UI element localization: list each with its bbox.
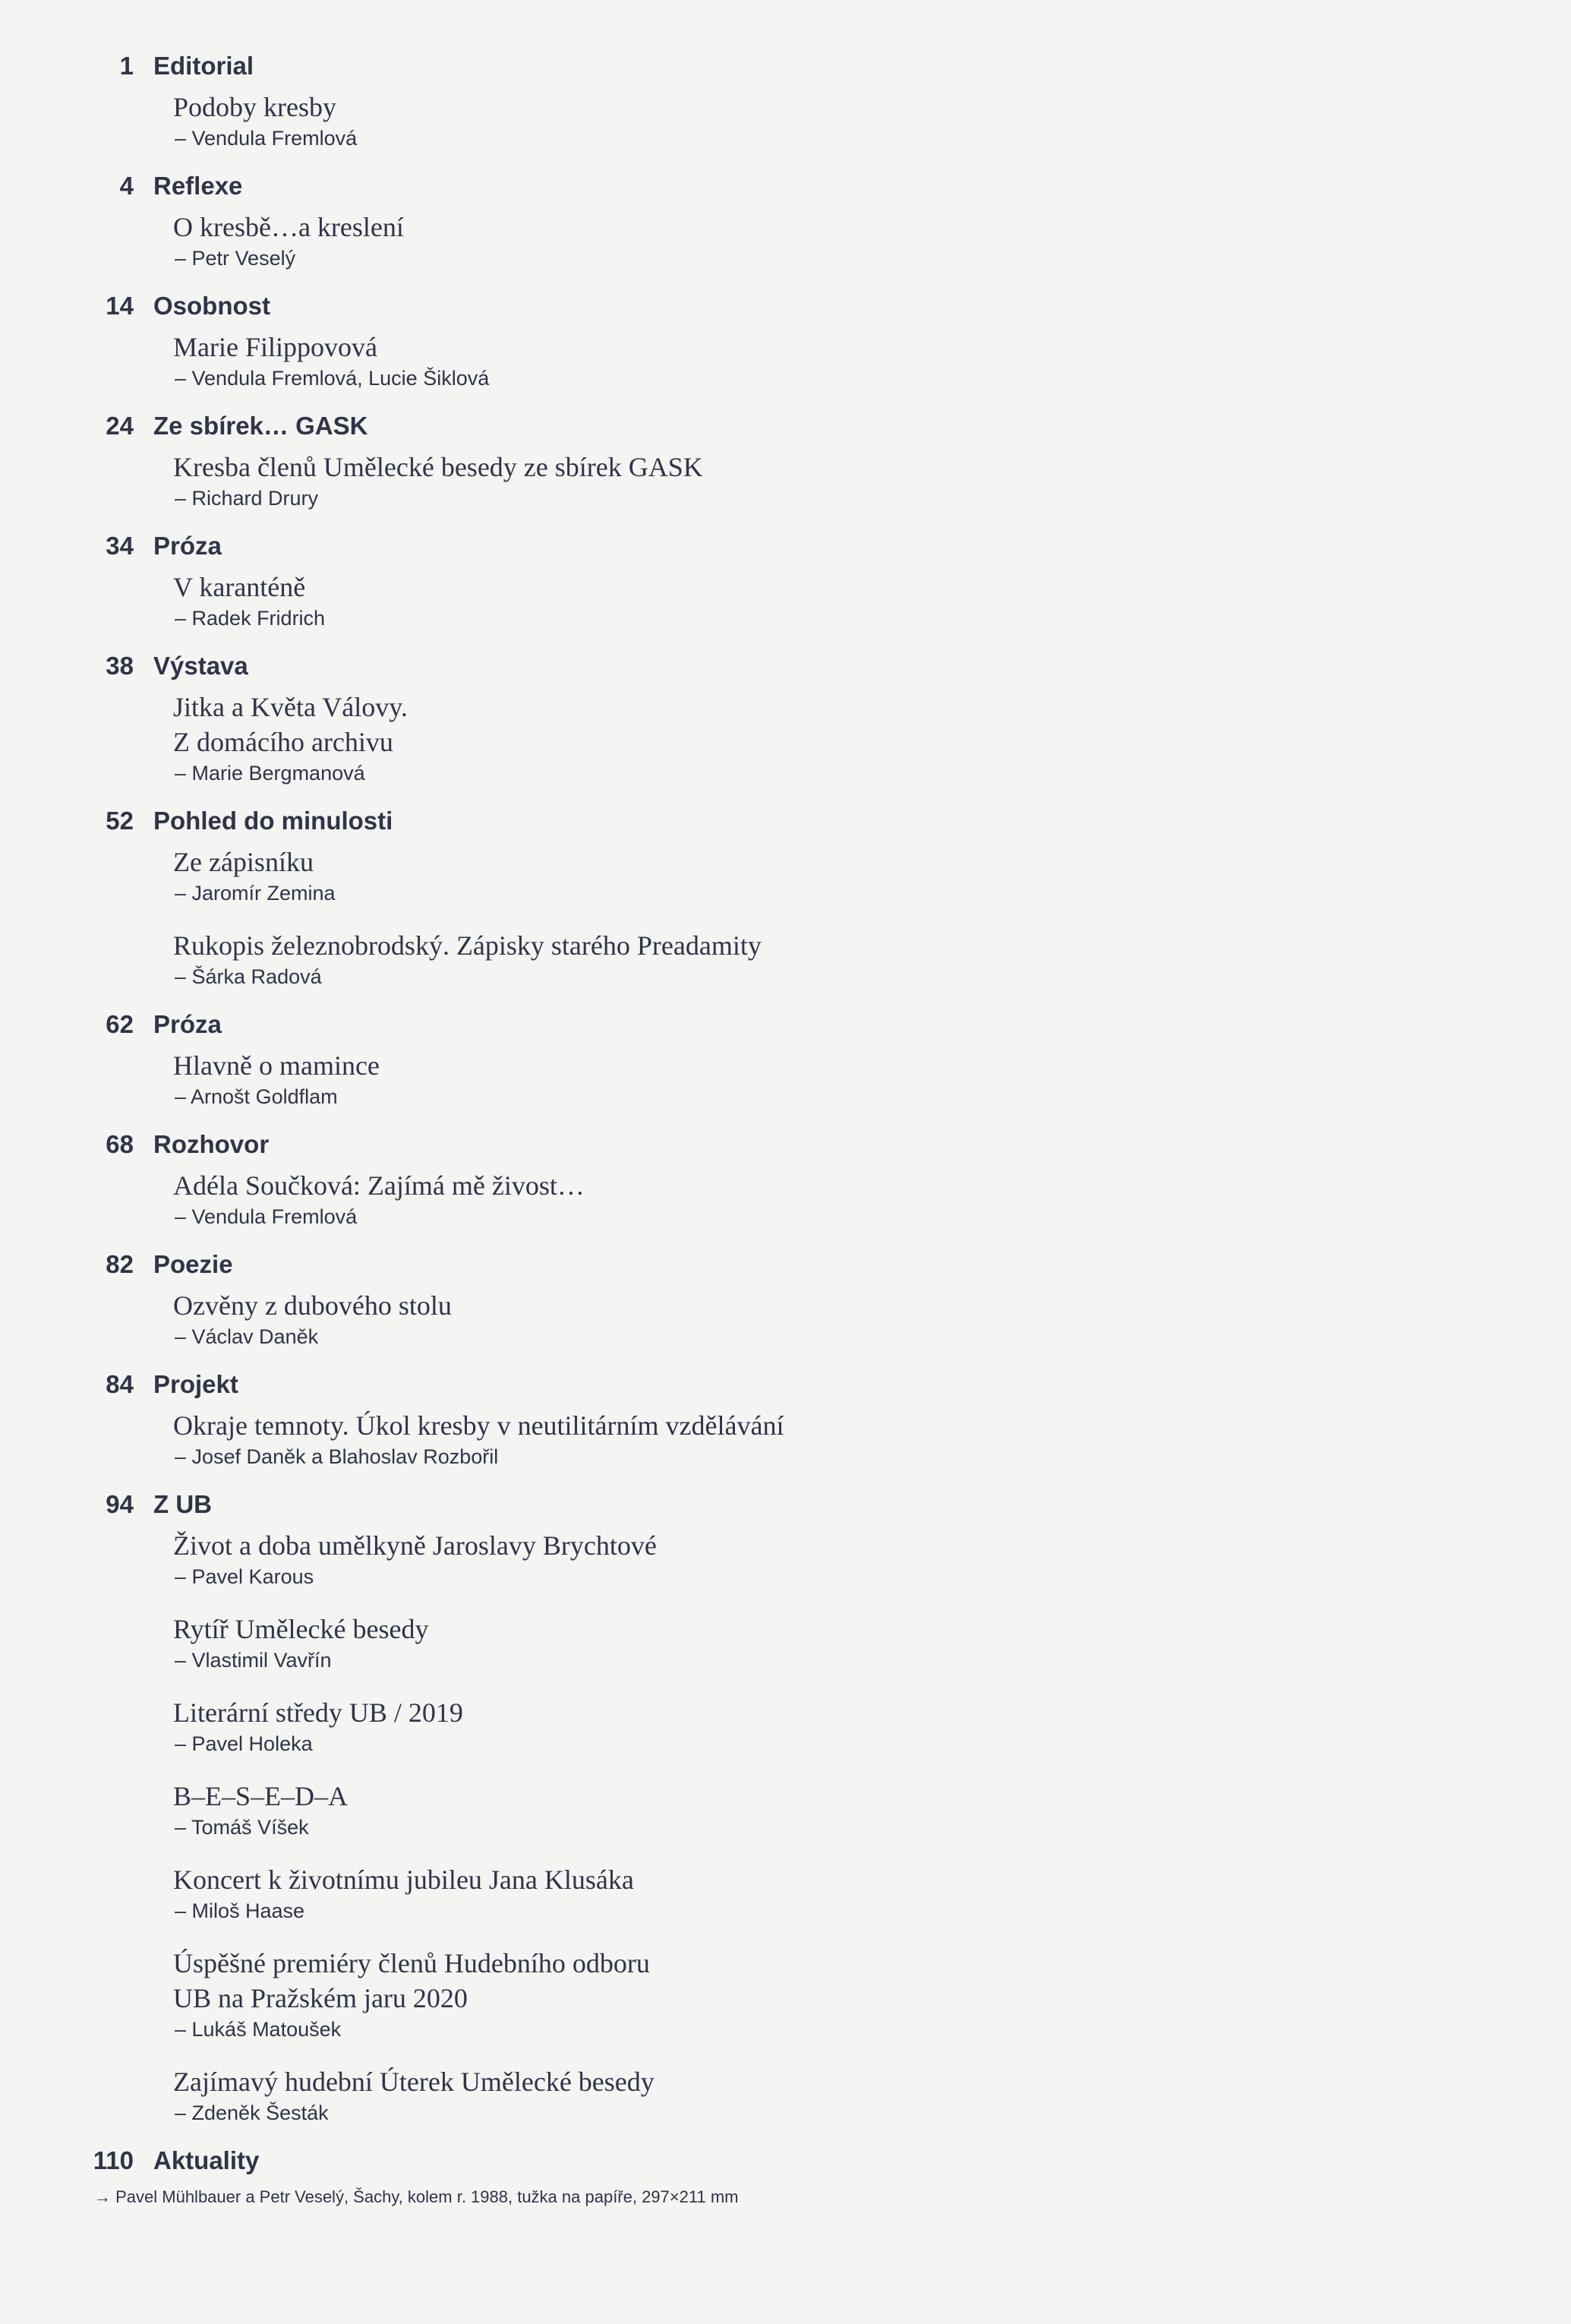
- article-title-line: Adéla Součková: Zajímá mě živost…: [173, 1170, 585, 1201]
- article-entry: [173, 1408, 1071, 1470]
- toc-section-header: [84, 2142, 1071, 2184]
- article-author: – Arnošt Goldflam: [175, 1085, 338, 1108]
- article-entry: [173, 1946, 1071, 2043]
- page-number: 52: [106, 807, 134, 835]
- article-entry: [173, 1528, 1071, 1590]
- article-title: [173, 1779, 1071, 1814]
- section-category: Výstava: [153, 652, 248, 680]
- article-entry: [173, 90, 1071, 152]
- section-category: Poezie: [153, 1250, 233, 1278]
- article-author: – Radek Fridrich: [175, 607, 326, 630]
- table-of-contents: [84, 47, 1071, 2199]
- section-category: Aktuality: [153, 2146, 260, 2174]
- article-title-line: Život a doba umělkyně Jaroslavy Brychtové: [173, 1530, 657, 1561]
- article-title-line: Ozvěny z dubového stolu: [173, 1290, 452, 1321]
- article-title-line: Rytíř Umělecké besedy: [173, 1614, 429, 1644]
- article-title: [173, 928, 1071, 963]
- page-number: 68: [106, 1130, 134, 1158]
- toc-section-header: [84, 1006, 1071, 1048]
- toc-section: [84, 1126, 1071, 1230]
- toc-section-header: [84, 407, 1071, 450]
- toc-section: [84, 1366, 1071, 1470]
- section-category: Próza: [153, 532, 222, 560]
- page-number: 38: [106, 652, 134, 680]
- section-category: Editorial: [153, 52, 254, 80]
- article-title: [173, 1862, 1071, 1897]
- article-title: [173, 1408, 1071, 1443]
- article-title: [173, 1612, 1071, 1647]
- article-title-line: B–E–S–E–D–A: [173, 1781, 349, 1811]
- article-entry: [173, 1048, 1071, 1110]
- article-entry: [173, 570, 1071, 632]
- toc-section-header: [84, 1126, 1071, 1168]
- article-title-line: Rukopis železnobrodský. Zápisky starého Preadamity: [173, 930, 762, 961]
- article-entry: [173, 1612, 1071, 1674]
- article-title-line: UB na Pražském jaru 2020: [173, 1983, 468, 2013]
- article-title-line: Z domácího archivu: [173, 727, 393, 757]
- section-category: Osobnost: [153, 292, 270, 320]
- article-author: – Vlastimil Vavřín: [175, 1649, 332, 1672]
- article-title: [173, 1946, 1071, 2016]
- toc-section: [84, 407, 1071, 512]
- article-entry: [173, 2064, 1071, 2127]
- article-entry: [173, 845, 1071, 907]
- article-author: – Šárka Radová: [175, 965, 322, 988]
- article-title-line: Podoby kresby: [173, 92, 336, 122]
- article-entry: [173, 1168, 1071, 1230]
- article-title-line: Literární středy UB / 2019: [173, 1697, 463, 1728]
- toc-section-header: [84, 287, 1071, 330]
- article-title-line: Úspěšné premiéry členů Hudebního odboru: [173, 1948, 650, 1978]
- image-caption: → Pavel Mühlbauer a Petr Veselý, Šachy, kolem r. 1988, tužka na papíře, 297×211 mm: [94, 2187, 739, 2206]
- toc-section: [84, 1246, 1071, 1350]
- article-title: [173, 1048, 1071, 1083]
- page-number: 4: [119, 172, 134, 200]
- article-author: – Marie Bergmanová: [175, 762, 365, 785]
- article-entry: [173, 1695, 1071, 1757]
- article-author: – Josef Daněk a Blahoslav Rozbořil: [175, 1445, 499, 1468]
- article-title-line: Jitka a Květa Válovy.: [173, 692, 408, 722]
- article-author: – Vendula Fremlová, Lucie Šiklová: [175, 367, 490, 390]
- article-author: – Tomáš Víšek: [175, 1816, 309, 1839]
- toc-section-header: [84, 647, 1071, 690]
- article-author: – Miloš Haase: [175, 1899, 305, 1922]
- article-entry: [173, 928, 1071, 990]
- article-title: [173, 210, 1071, 245]
- article-title: [173, 2064, 1071, 2099]
- toc-section-header: [84, 802, 1071, 845]
- article-title-line: Marie Filippovová: [173, 332, 377, 362]
- article-title-line: O kresbě…a kreslení: [173, 212, 404, 242]
- article-title-line: Okraje temnoty. Úkol kresby v neutilitárním vzdělávání: [173, 1410, 784, 1441]
- article-entry: [173, 210, 1071, 272]
- article-author: – Václav Daněk: [175, 1325, 319, 1348]
- article-author: – Lukáš Matoušek: [175, 2018, 342, 2041]
- toc-section: [84, 802, 1071, 990]
- section-category: Z UB: [153, 1490, 212, 1518]
- page-number: 84: [106, 1370, 134, 1398]
- article-title: [173, 690, 1071, 759]
- article-author: – Vendula Fremlová: [175, 1205, 358, 1228]
- article-author: – Petr Veselý: [175, 247, 296, 270]
- article-title: [173, 570, 1071, 605]
- page-number: 34: [106, 532, 134, 560]
- toc-section: [84, 1486, 1071, 2127]
- article-title-line: Hlavně o mamince: [173, 1050, 380, 1081]
- article-entry: [173, 690, 1071, 787]
- article-author: – Pavel Holeka: [175, 1732, 313, 1755]
- section-category: Rozhovor: [153, 1130, 270, 1158]
- article-title-line: V karanténě: [173, 572, 306, 602]
- section-category: Pohled do minulosti: [153, 807, 393, 835]
- page-number: 14: [106, 292, 134, 320]
- toc-section: [84, 2142, 1071, 2184]
- toc-section: [84, 527, 1071, 632]
- section-category: Próza: [153, 1010, 222, 1038]
- section-category: Reflexe: [153, 172, 243, 200]
- toc-section-header: [84, 47, 1071, 90]
- article-title: [173, 1528, 1071, 1563]
- section-category: Projekt: [153, 1370, 238, 1398]
- toc-section-header: [84, 1486, 1071, 1528]
- toc-section: [84, 1006, 1071, 1110]
- article-title: [173, 450, 1071, 485]
- page-number: 110: [93, 2146, 134, 2174]
- toc-section: [84, 287, 1071, 392]
- article-title: [173, 1695, 1071, 1730]
- article-title-line: Kresba členů Umělecké besedy ze sbírek GASK: [173, 452, 703, 482]
- article-entry: [173, 1288, 1071, 1350]
- article-title: [173, 845, 1071, 879]
- article-title: [173, 1288, 1071, 1323]
- article-title: [173, 1168, 1071, 1203]
- page-number: 1: [119, 52, 134, 80]
- article-author: – Richard Drury: [175, 487, 319, 510]
- toc-section-header: [84, 1366, 1071, 1408]
- toc-section-header: [84, 1246, 1071, 1288]
- article-title-line: Ze zápisníku: [173, 847, 314, 877]
- section-category: Ze sbírek… GASK: [153, 412, 368, 440]
- article-entry: [173, 1862, 1071, 1925]
- article-entry: [173, 450, 1071, 512]
- page-number: 82: [106, 1250, 134, 1278]
- article-author: – Pavel Karous: [175, 1565, 314, 1588]
- article-author: – Zdeněk Šesták: [175, 2101, 329, 2124]
- article-title: [173, 330, 1071, 365]
- toc-section: [84, 167, 1071, 272]
- page-number: 62: [106, 1010, 134, 1038]
- article-author: – Jaromír Zemina: [175, 882, 336, 905]
- toc-section-header: [84, 167, 1071, 210]
- page-number: 94: [106, 1490, 134, 1518]
- article-title-line: Zajímavý hudební Úterek Umělecké besedy: [173, 2067, 655, 2097]
- article-entry: [173, 1779, 1071, 1841]
- article-entry: [173, 330, 1071, 392]
- toc-section-header: [84, 527, 1071, 570]
- page-number: 24: [106, 412, 134, 440]
- article-author: – Vendula Fremlová: [175, 127, 358, 150]
- article-title-line: Koncert k životnímu jubileu Jana Klusáka: [173, 1865, 634, 1895]
- toc-section: [84, 647, 1071, 787]
- article-title: [173, 90, 1071, 125]
- toc-section: [84, 47, 1071, 152]
